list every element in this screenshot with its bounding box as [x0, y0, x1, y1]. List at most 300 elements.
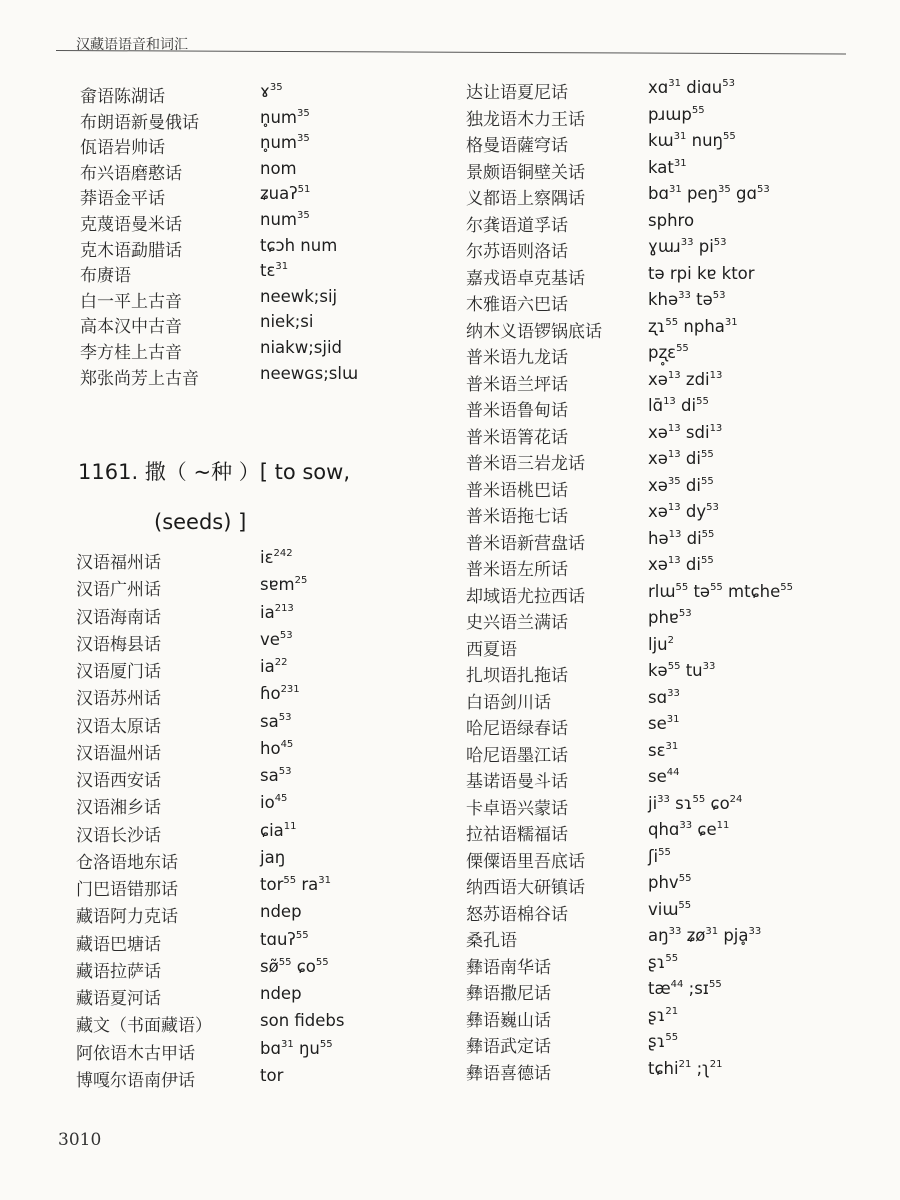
pronunciation — [260, 261, 288, 280]
syllable: ndep — [260, 902, 302, 922]
tone-superscript: 31 — [673, 157, 687, 169]
syllable: nuŋ — [691, 131, 723, 150]
tone-superscript: 35 — [667, 475, 681, 487]
syllable: pjḁ — [723, 926, 749, 945]
tone-superscript: 55 — [678, 873, 692, 884]
tone-superscript: 31 — [666, 714, 680, 725]
tone-superscript: 31 — [280, 1038, 294, 1050]
syllable: tu — [685, 661, 703, 680]
syllable: ɕo — [296, 956, 316, 976]
syllable: gɑ — [736, 184, 757, 203]
tone-superscript: 13 — [668, 528, 682, 540]
pronunciation — [648, 608, 692, 627]
syllable: ʃi — [648, 846, 659, 866]
syllable: se — [648, 714, 667, 733]
tone-superscript: 13 — [667, 449, 681, 460]
language-name: 汉语福州话 — [76, 553, 161, 573]
tone-superscript: 33 — [702, 661, 716, 672]
tone-superscript: 21 — [709, 1058, 723, 1070]
language-name: 怒苏语棉谷话 — [466, 904, 568, 925]
section-heading-line1: 1161. 撒（ ~种 ）[ to sow, — [78, 460, 351, 484]
pronunciation — [260, 603, 294, 622]
pronunciation — [648, 211, 694, 230]
pronunciation — [648, 184, 770, 203]
syllable: xə — [648, 475, 668, 495]
syllable: ɦo — [260, 684, 281, 704]
syllable: aŋ — [648, 926, 669, 945]
syllable: ʂɿ — [648, 952, 666, 972]
syllable: nom — [260, 158, 297, 178]
syllable: tɛ — [260, 261, 276, 281]
pronunciation — [648, 555, 714, 574]
syllable: tɕɔh num — [260, 235, 338, 255]
language-name: 木雅语六巴话 — [466, 295, 568, 315]
syllable: sa — [260, 766, 279, 785]
pronunciation — [648, 529, 714, 548]
syllable: ʂɿ — [648, 1032, 666, 1051]
pronunciation — [648, 1032, 678, 1051]
tone-superscript: 55 — [780, 581, 794, 593]
pronunciation — [260, 575, 307, 594]
pronunciation — [648, 476, 714, 495]
syllable: hə — [648, 528, 669, 548]
pronunciation — [648, 953, 678, 972]
syllable: tor — [260, 1065, 284, 1085]
language-name: 义都语上察隅话 — [466, 189, 585, 209]
tone-superscript: 22 — [274, 657, 288, 668]
tone-superscript: 55 — [700, 449, 714, 460]
tone-superscript: 13 — [667, 369, 681, 381]
tone-superscript: 55 — [678, 899, 692, 911]
tone-superscript: 55 — [315, 956, 329, 968]
syllable: tɑuʔ — [260, 929, 296, 949]
language-name: 却域语尤拉西话 — [466, 586, 585, 607]
syllable: num — [260, 210, 297, 229]
pronunciation — [260, 338, 342, 357]
pronunciation — [260, 548, 293, 567]
tone-superscript: 55 — [665, 316, 679, 328]
tone-superscript: 33 — [678, 290, 691, 301]
language-name: 畲语陈湖话 — [80, 87, 165, 107]
syllable: io — [260, 793, 275, 813]
syllable: ʂɿ — [648, 1005, 666, 1025]
tone-superscript: 51 — [297, 184, 311, 196]
language-name: 基诺语曼斗话 — [466, 772, 568, 792]
language-name: 普米语九龙话 — [466, 348, 568, 368]
syllable: viɯ — [648, 899, 679, 919]
tone-superscript: 53 — [756, 184, 770, 195]
language-name: 独龙语木力王话 — [466, 109, 585, 130]
language-name: 高本汉中古音 — [80, 317, 182, 338]
tone-superscript: 55 — [700, 475, 714, 487]
syllable: ɤ — [260, 82, 270, 101]
language-name: 达让语夏尼话 — [466, 83, 568, 103]
syllable: tæ — [648, 979, 671, 998]
syllable: tə — [693, 581, 711, 601]
language-name: 藏语拉萨话 — [76, 961, 161, 982]
pronunciation — [260, 159, 297, 178]
pronunciation — [648, 900, 691, 919]
tone-superscript: 33 — [748, 926, 762, 937]
running-header: 汉藏语语音和词汇 — [76, 37, 188, 53]
syllable: lɑ̄ — [648, 396, 664, 415]
syllable: tə — [696, 290, 713, 309]
syllable: niakw;sjid — [260, 338, 343, 357]
syllable: pi — [698, 237, 714, 256]
tone-superscript: 55 — [319, 1038, 333, 1050]
pronunciation — [648, 741, 678, 760]
tone-superscript: 31 — [665, 740, 679, 752]
language-name: 汉语太原话 — [76, 716, 161, 737]
language-name: 卡卓语兴蒙话 — [466, 798, 568, 819]
pronunciation — [648, 502, 719, 521]
language-name: 史兴语兰满话 — [466, 613, 568, 633]
pronunciation — [648, 105, 705, 124]
tone-superscript: 31 — [318, 875, 331, 886]
page-number: 3010 — [58, 1130, 102, 1150]
syllable: xə — [648, 502, 668, 521]
tone-superscript: 55 — [710, 581, 723, 593]
language-name: 汉语梅县话 — [76, 634, 161, 655]
language-name: 布赓语 — [80, 266, 131, 287]
pronunciation — [260, 793, 287, 812]
syllable: jaŋ — [260, 847, 286, 867]
syllable: lju — [648, 634, 668, 654]
language-name: 佤语岩帅话 — [80, 138, 165, 159]
language-name: 拉祜语糯福话 — [466, 825, 568, 845]
syllable: ɕia — [260, 820, 284, 840]
language-name: 哈尼语墨江话 — [466, 745, 568, 766]
syllable: ŋu — [298, 1038, 320, 1058]
tone-superscript: 35 — [718, 184, 731, 195]
language-name: 门巴语错那话 — [76, 880, 178, 900]
language-name: 莽语金平话 — [80, 189, 165, 210]
tone-superscript: 11 — [283, 820, 297, 832]
syllable: ʑuaʔ — [260, 184, 298, 204]
tone-superscript: 55 — [667, 661, 681, 672]
pronunciation — [648, 1059, 723, 1078]
pronunciation — [648, 688, 680, 707]
syllable: peŋ — [686, 184, 719, 203]
syllable: kə — [648, 661, 668, 680]
tone-superscript: 31 — [705, 926, 719, 937]
language-name: 汉语厦门话 — [76, 662, 161, 682]
pronunciation — [260, 957, 329, 976]
syllable: bɑ — [648, 184, 669, 203]
language-name: 彝语喜德话 — [466, 1063, 551, 1084]
syllable: tə rpi kɐ ktor — [648, 263, 755, 283]
language-name: 郑张尚芳上古音 — [80, 368, 199, 389]
language-name: 博嘎尔语南伊话 — [76, 1070, 195, 1091]
language-name: 布朗语新曼俄话 — [80, 112, 199, 133]
language-name: 普米语拖七话 — [466, 507, 568, 527]
pronunciation — [648, 396, 709, 415]
language-name: 嘉戎语卓克基话 — [466, 268, 585, 289]
syllable: neewk;sij — [260, 286, 338, 306]
pronunciation — [260, 1039, 333, 1058]
tone-superscript: 33 — [667, 687, 680, 699]
tone-superscript: 31 — [724, 316, 738, 328]
language-name: 李方桂上古音 — [80, 343, 182, 363]
tone-superscript: 31 — [275, 261, 289, 273]
language-name: 仓洛语地东话 — [76, 852, 178, 873]
syllable: ra — [301, 875, 319, 894]
syllable: ia — [260, 602, 275, 622]
syllable: rlɯ — [648, 581, 676, 601]
language-name: 汉语广州话 — [76, 580, 161, 601]
syllable: niek;si — [260, 312, 314, 332]
syllable: xə — [648, 422, 668, 442]
tone-superscript: 35 — [297, 107, 310, 119]
language-name: 纳西语大研镇话 — [466, 878, 585, 898]
syllable: ia — [260, 657, 275, 676]
syllable: di — [681, 396, 697, 415]
pronunciation — [648, 343, 689, 362]
pronunciation — [648, 423, 722, 442]
syllable: pʐ̥ɛ — [648, 343, 677, 362]
pronunciation — [260, 364, 358, 383]
tone-superscript: 55 — [676, 343, 689, 354]
language-name: 普米语鲁甸话 — [466, 401, 568, 421]
tone-superscript: 55 — [665, 952, 679, 964]
tone-superscript: 33 — [668, 926, 682, 937]
pronunciation — [260, 287, 337, 306]
syllable: sɑ — [648, 687, 668, 707]
syllable: sø̃ — [260, 956, 279, 976]
syllable: phɐ — [648, 608, 679, 627]
syllable: ho — [260, 738, 281, 758]
syllable: ʑø — [686, 926, 706, 945]
pronunciation — [260, 1066, 283, 1085]
syllable: sɿ — [675, 793, 693, 813]
pronunciation — [648, 370, 722, 389]
pronunciation — [260, 210, 310, 229]
syllable: di — [685, 475, 701, 495]
language-name: 普米语三岩龙话 — [466, 454, 585, 474]
tone-superscript: 13 — [709, 422, 723, 434]
tone-superscript: 55 — [658, 846, 671, 858]
tone-superscript: 55 — [700, 555, 714, 566]
tone-superscript: 53 — [278, 711, 292, 723]
tone-superscript: 55 — [701, 528, 715, 540]
tone-superscript: 31 — [668, 184, 682, 195]
pronunciation — [648, 317, 738, 336]
language-name: 彝语南华话 — [466, 957, 551, 978]
tone-superscript: 53 — [678, 608, 692, 619]
pronunciation — [648, 979, 722, 998]
syllable: ɕe — [697, 820, 717, 839]
tone-superscript: 55 — [675, 581, 689, 593]
syllable: bɑ — [260, 1038, 281, 1058]
pronunciation — [648, 820, 729, 839]
syllable: ʐɿ — [648, 316, 666, 336]
tone-superscript: 21 — [678, 1058, 692, 1070]
syllable: ɣɯɹ — [648, 237, 681, 256]
syllable: ve — [260, 629, 280, 649]
tone-superscript: 33 — [657, 793, 670, 805]
syllable: tor — [260, 875, 284, 894]
tone-superscript: 45 — [274, 793, 288, 805]
language-name: 普米语左所话 — [466, 560, 568, 580]
language-name: 汉语长沙话 — [76, 825, 161, 846]
language-name: 阿依语木古甲话 — [76, 1043, 195, 1064]
pronunciation — [260, 1011, 344, 1030]
language-name: 克木语勐腊话 — [80, 240, 182, 261]
pronunciation — [260, 684, 300, 703]
tone-superscript: 55 — [692, 793, 706, 805]
pronunciation — [648, 131, 736, 150]
pronunciation — [260, 108, 310, 127]
tone-superscript: 21 — [665, 1005, 679, 1017]
language-name: 彝语撒尼话 — [466, 984, 551, 1004]
tone-superscript: 55 — [665, 1032, 679, 1043]
tone-superscript: 44 — [666, 767, 680, 778]
syllable: kɯ — [648, 131, 674, 150]
pronunciation — [648, 78, 735, 97]
syllable: iɛ — [260, 548, 274, 567]
tone-superscript: 53 — [722, 78, 735, 89]
pronunciation — [648, 794, 742, 813]
syllable: ;sɪ — [688, 979, 709, 998]
syllable: ndep — [260, 984, 302, 1003]
syllable: sɐm — [260, 575, 295, 595]
tone-superscript: 55 — [696, 396, 709, 407]
language-name: 西夏语 — [466, 639, 517, 660]
syllable: npha — [683, 316, 725, 336]
tone-superscript: 25 — [294, 575, 308, 587]
pronunciation — [260, 82, 283, 101]
pronunciation — [648, 661, 715, 680]
tone-superscript: 13 — [667, 502, 681, 513]
syllable: se — [648, 767, 667, 786]
syllable: di — [686, 528, 702, 548]
syllable: sdi — [685, 422, 710, 442]
language-name: 克蔑语曼米话 — [80, 215, 182, 235]
pronunciation — [648, 449, 714, 468]
syllable: son fidebs — [260, 1011, 345, 1031]
syllable: sa — [260, 711, 279, 731]
tone-superscript: 35 — [297, 210, 310, 221]
tone-superscript: 13 — [667, 555, 681, 566]
syllable: zdi — [685, 369, 710, 389]
pronunciation — [648, 158, 687, 177]
language-name: 汉语西安话 — [76, 771, 161, 791]
syllable: phv — [648, 873, 679, 892]
syllable: kat — [648, 157, 674, 177]
tone-superscript: 213 — [274, 602, 294, 614]
language-name: 汉语湘乡话 — [76, 798, 161, 819]
syllable: n̥um — [260, 133, 297, 153]
pronunciation — [648, 873, 691, 892]
tone-superscript: 31 — [673, 131, 687, 142]
pronunciation — [648, 1006, 678, 1025]
tone-superscript: 13 — [663, 396, 676, 407]
pronunciation — [648, 582, 793, 601]
tone-superscript: 53 — [706, 502, 719, 513]
language-name: 景颇语铜壁关话 — [466, 162, 585, 183]
syllable: neewɢs;slɯ — [260, 363, 359, 383]
tone-superscript: 45 — [280, 738, 294, 750]
section-heading-line2: (seeds) ] — [154, 510, 247, 534]
pronunciation — [648, 635, 674, 654]
tone-superscript: 33 — [680, 237, 694, 248]
tone-superscript: 44 — [670, 979, 684, 990]
pronunciation — [260, 712, 291, 731]
tone-superscript: 53 — [713, 237, 727, 248]
tone-superscript: 231 — [280, 684, 300, 696]
language-name: 白语剑川话 — [466, 692, 551, 713]
tone-superscript: 53 — [279, 629, 293, 641]
tone-superscript: 2 — [667, 634, 675, 646]
pronunciation — [260, 739, 293, 758]
syllable: ji — [648, 793, 658, 813]
tone-superscript: 242 — [273, 548, 293, 559]
language-name: 彝语巍山话 — [466, 1010, 551, 1031]
language-name: 汉语温州话 — [76, 743, 161, 764]
language-name: 汉语苏州话 — [76, 689, 161, 710]
language-name: 格曼语薩穹话 — [466, 136, 568, 156]
tone-superscript: 55 — [691, 104, 705, 116]
syllable: di — [685, 555, 701, 574]
tone-superscript: 13 — [667, 422, 681, 434]
pronunciation — [260, 902, 302, 921]
syllable: n̥um — [260, 107, 297, 127]
language-name: 纳木义语锣锅底话 — [466, 321, 602, 342]
tone-superscript: 11 — [716, 820, 730, 831]
pronunciation — [648, 290, 726, 309]
language-name: 尔龚语道孚话 — [466, 215, 568, 236]
language-name: 普米语新营盘话 — [466, 533, 585, 554]
pronunciation — [260, 184, 310, 203]
pronunciation — [260, 766, 291, 785]
tone-superscript: 55 — [295, 929, 309, 941]
pronunciation — [260, 312, 314, 331]
tone-superscript: 35 — [297, 133, 310, 145]
pronunciation — [648, 767, 679, 786]
language-name: 傈僳语里吾底话 — [466, 851, 585, 872]
pronunciation — [648, 264, 755, 283]
pronunciation — [260, 821, 297, 840]
language-name: 哈尼语绿春话 — [466, 719, 568, 739]
pronunciation — [260, 848, 285, 867]
syllable: khə — [648, 290, 679, 309]
pronunciation — [648, 926, 761, 945]
syllable: xə — [648, 449, 668, 468]
language-name: 藏语夏河话 — [76, 989, 161, 1009]
tone-superscript: 13 — [709, 369, 723, 381]
pronunciation — [260, 875, 331, 894]
language-name: 桑孔语 — [466, 931, 517, 951]
syllable: tɕhi — [648, 1058, 679, 1078]
pronunciation — [648, 237, 727, 256]
tone-superscript: 55 — [723, 131, 736, 142]
tone-superscript: 55 — [283, 875, 297, 886]
syllable: xə — [648, 555, 668, 574]
language-name: 藏语阿力克话 — [76, 907, 178, 928]
language-name: 藏语巴塘话 — [76, 934, 161, 955]
tone-superscript: 33 — [679, 820, 693, 831]
language-name: 白一平上古音 — [80, 291, 182, 312]
tone-superscript: 31 — [668, 78, 681, 89]
tone-superscript: 35 — [269, 82, 283, 93]
syllable: ɕo — [710, 793, 730, 813]
language-name: 布兴语磨憨话 — [80, 163, 182, 184]
tone-superscript: 55 — [708, 979, 722, 990]
pronunciation — [260, 133, 310, 152]
pronunciation — [260, 657, 287, 676]
language-name: 普米语兰坪话 — [466, 374, 568, 395]
syllable: qhɑ — [648, 820, 680, 839]
